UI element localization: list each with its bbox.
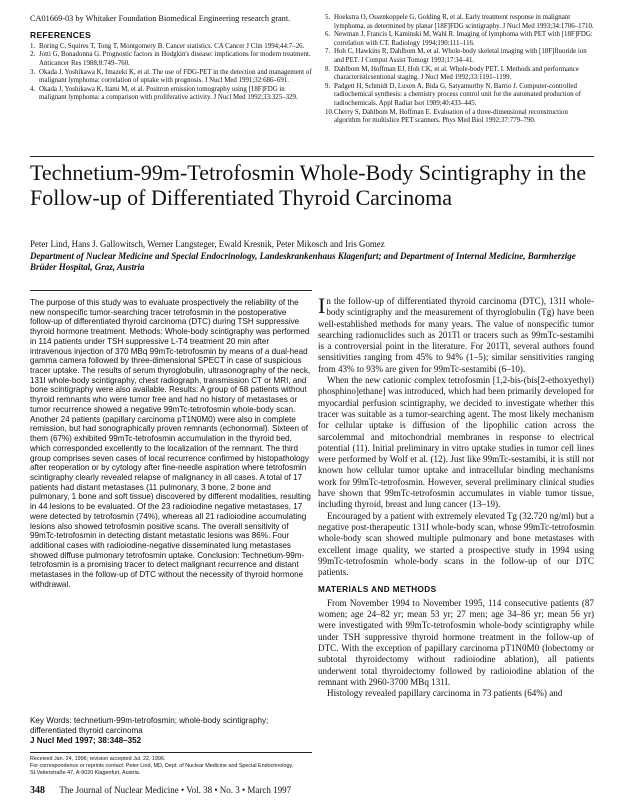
author-list: Peter Lind, Hans J. Gallowitsch, Werner Langsteger, Ewald Kresnik, Peter Mikosch and Iris Gomez <box>30 239 385 249</box>
footnote-correspondence: For correspondence or reprints contact: Peter Lind, MD, Dept. of Nuclear Medicine and Special Endocrinology, St.Veiterstraße 47, A-9020 Klagenfurt, Austria. <box>30 763 294 776</box>
reference-item <box>30 51 314 68</box>
footnote-received: Received Jan. 24, 1996; revision accepted Jul. 22, 1996. <box>30 756 166 762</box>
references-list-right <box>325 14 595 126</box>
reference-number: 7. <box>325 48 331 56</box>
reference-item <box>325 66 595 83</box>
reference-number: 1. <box>30 42 36 50</box>
body-paragraph-3: Encouraged by a patient with extremely elevated Tg (32.720 ng/ml) but a negative post-therapeutic 131I whole-body scan, whose 99mTc-tetrofosmin whole-body scan showed multiple pulmonary and bone metastases with excellent image quality, we started a prospective study in 1994 using 99mTc-tetrofosmin whole-body scans in the follow-up of our DTC patients. <box>318 510 595 578</box>
reference-text: Okada J, Yoshikawa K, Imazeki K, et al. The use of FDG-PET in the detection and management of malignant lymphoma: correlation of uptake with prognosis. J Nucl Med 1991;32:686–691. <box>39 68 312 85</box>
reference-text: Padgett H, Schmidt D, Luxen A, Bida G, Satyamurthy N, Barrio J. Computer-controlled radiochemical synthesis: a chemistry process control unit for the automated production of radiochemicals. Appl Radiat Isot 1989;40:433–445. <box>334 82 582 107</box>
reference-text: Cherry S, Dahlbom M, Hoffman E. Evaluation of a three-dimensional reconstruction algorithm for multislice PET scanners. Phys Med Biol 1992;37:779–790. <box>334 108 568 125</box>
body-paragraph-1-text: n the follow-up of differentiated thyroid carcinoma (DTC), 131I whole-body scintigraphy and the measurement of thyroglobulin (Tg) have been well-established methods for many years. The value of nonspecific tumor searching radionuclides such as 201Tl or tracers such as 99mTc-sestamibi is a controversial point in the literature. For 201Tl, several authors found sensitivities ranging from 45% to 94% (1–5); similar sensitivities ranging from 43% to 93% are given for 99mTc-sestamibi (6–10). <box>318 296 594 374</box>
journal-citation: J Nucl Med 1997; 38:348–352 <box>30 736 142 745</box>
footnote-divider <box>30 752 312 753</box>
page-number: 348 <box>30 785 45 796</box>
top-left-column <box>30 14 314 103</box>
page-footer <box>30 785 594 796</box>
reference-item <box>30 69 314 86</box>
reference-text: Jotti G, Bonadonna G. Prognostic factors in Hodgkin's disease: implications for modern treatment. Anticancer Res 1988;8:749–760. <box>39 51 311 67</box>
body-paragraph-1 <box>318 293 594 375</box>
reference-item <box>30 86 314 103</box>
journal-footer: The Journal of Nuclear Medicine • Vol. 38 • No. 3 • March 1997 <box>59 785 292 795</box>
reference-number: 2. <box>30 51 36 59</box>
reference-number: 6. <box>325 31 331 39</box>
reference-item <box>325 31 595 48</box>
reference-item <box>30 43 314 52</box>
body-paragraph-4: From November 1994 to November 1995, 114 consecutive patients (87 women; age 24–82 yr; mean 53 yr; 27 men; age 34–86 yr; mean 56 yr) were investigated with 99mTc-tetrofosmin whole-body scintigraphy while under TSH suppressive thyroid hormone treatment in the follow-up of DTC. With the exception of papillary carcinoma pT1N0M0 (lobectomy or subtotal thyroidectomy without radioiodine ablation), all patients underwent total thyroidectomy followed by radioiodine ablation of the remnant with 2960-3700 MBq 131I. <box>318 597 594 687</box>
reference-number: 4. <box>30 85 36 93</box>
reference-item <box>325 109 595 126</box>
reference-item <box>325 83 595 109</box>
reference-text: Okada J, Yoshikawa K, Itami M, et al. Positron emission tomography using [18F]FDG in malignant lymphoma: a comparison with proliferative activity. J Nucl Med 1992;33:325–329. <box>39 85 298 102</box>
abstract-text: The purpose of this study was to evaluate prospectively the reliability of the new nonspecific tumor-searching tracer tetrofosmin in the postoperative follow-up of differentiated thyroid carcinoma (DTC) during TSH suppressive thyroid hormone treatment. Methods: Whole-body scintigraphy was performed in 114 patients under TSH suppressive L-T4 treatment 20 min after intravenous injection of 370 MBq 99mTc-tetrofosmin by means of a dual-head gamma camera followed by three-dimensional SPECT in case of suspicious tracer uptake. The results of serum thyroglobulin, ultrasonography of the neck, 131I whole-body scintigraphy, chest radiograph, transmission CT or MRI, and bone scintigraphy were also available. Results: A group of 68 patients without thyroid remnants who were tumor free and had no history of metastases or tumor recurrence showed a negative 99mTc-tetrofosmin whole-body scan. Another 24 patients (papillary carcinoma pT1N0M0) were also in complete remission, but had sonographically proven remnants (echonormal). Sixteen of them (67%) exhibited 99mTc-tetrofosmin accumulation in the thyroid bed, which corresponded excellently to the localization of the remnant. The third group comprises seven cases of local recurrence confirmed by histopathology after reoperation or by cytology after fine-needle aspiration where tetrofosmin scintigraphy clearly revealed relapse of malignancy in all cases. A total of 17 patients had distant metastases (11 pulmonary, 3 bone, 2 bone and pulmonary, 1 bone and soft tissue) discovered by different modalities, resulting in 44 lesions to be evaluated. Of the 23 radioiodine negative metastases, 17 were detected by tetrofosmin (74%), whereas all 21 radioiodine accumulating lesions also showed tetrofosmin positive scans. The overall sensitivity of 99mTc-tetrofosmin in detecting distant metastatic lesions was 86%. Four additional cases with radioiodine-negative disseminated lung metastases showed diffuse pulmonary tetrofosmin uptake. Conclusion: Technetium-99m-tetrofosmin is a promising tracer to detect malignant recurrence and distant metastases in the follow-up of DTC without the necessity of thyroid hormone withdrawal. <box>30 298 311 589</box>
drop-cap: I <box>318 293 326 318</box>
reference-text: Newman J, Francis I, Kaminski M, Wahl R. Imaging of lymphoma with PET with [18F]FDG: correlation with CT. Radiology 1994;190:111–116. <box>334 31 593 47</box>
keywords: Key Words: technetium-99m-tetrofosmin; whole-body scintigraphy; differentiated thyroid carcinoma <box>30 716 269 735</box>
reference-text: Hoekstra O, Ossenkoppele G, Golding R, et al. Early treatment response in malignant lymphoma, as determined by planar [18F]FDG scintigraphy. J Nucl Med 1993;34:1706–1710. <box>334 14 594 30</box>
reference-item <box>325 14 595 31</box>
reference-number: 10. <box>325 108 334 116</box>
reference-number: 3. <box>30 68 36 76</box>
reference-text: Dahlbom M, Hoffman EJ, Hoh CK, et al. Whole-body PET. I. Methods and performance characteristicsentional staging. J Nucl Med 1992;33:1191–1199. <box>334 65 579 82</box>
references-heading: REFERENCES <box>30 30 92 41</box>
top-divider <box>30 156 594 157</box>
footnotes <box>30 756 312 777</box>
author-affiliation: Department of Nuclear Medicine and Special Endocrinology, Landeskrankenhaus Klagenfurt; and Department of Internal Medicine, Barmherzige Brüder Hospital, Graz, Austria <box>30 251 576 272</box>
body-text-column <box>318 293 595 699</box>
body-paragraph-2: When the new cationic complex tetrofosmin [1,2-bis-(bis[2-ethoxyethyl) phosphino]ethane] was introduced, which had been primarily developed for myocardial perfusion scintigraphy, we decided to investigate whether this tracer was suitable as a tumor-searching agent. The most likely mechanism for cellular uptake is diffusion of the lipophilic cation across the sarcolemmal and mitochondrial membranes in response to electrical potential (11). Initial preliminary in vitro uptake studies in tumor cell lines were performed by Wolf et al. (12). Just like 99mTc-sestamibi, it is still not known how cellular tumor uptake and intracellular binding mechanisms work for 99mTc-tetrofosmin. However, several preliminary clinical studies have shown that 99mTc-tetrofosmin accumulates in viable tumor tissue, including thyroid, breast and lung cancer (13–19). <box>318 375 594 510</box>
abstract-divider <box>30 290 312 291</box>
reference-number: 5. <box>325 14 331 21</box>
article-title: Technetium-99m-Tetrofosmin Whole-Body Scintigraphy in the Follow-up of Differentiated Thyroid Carcinoma <box>30 160 587 210</box>
reference-text: Hoh C, Hawkins R, Dahlbom M, et al. Whole-body skeletal imaging with [18F]fluoride ion and PET. J Comput Assist Tomogr 1993;17:34–41. <box>334 48 587 64</box>
body-paragraph-5: Histology revealed papillary carcinoma in 73 patients (64%) and <box>327 688 563 699</box>
materials-methods-heading: MATERIALS AND METHODS <box>318 585 437 595</box>
reference-number: 8. <box>325 65 331 73</box>
grant-note: CA01669-03 by Whitaker Foundation Biomedical Engineering research grant. <box>30 14 291 23</box>
reference-item <box>325 48 595 65</box>
reference-text: Boring C, Squires T, Tong T, Montgomery B. Cancer statistics. CA Cancer J Clin 1994;44:7–26. <box>39 42 305 50</box>
reference-number: 9. <box>325 82 331 90</box>
references-list-left <box>30 43 314 103</box>
